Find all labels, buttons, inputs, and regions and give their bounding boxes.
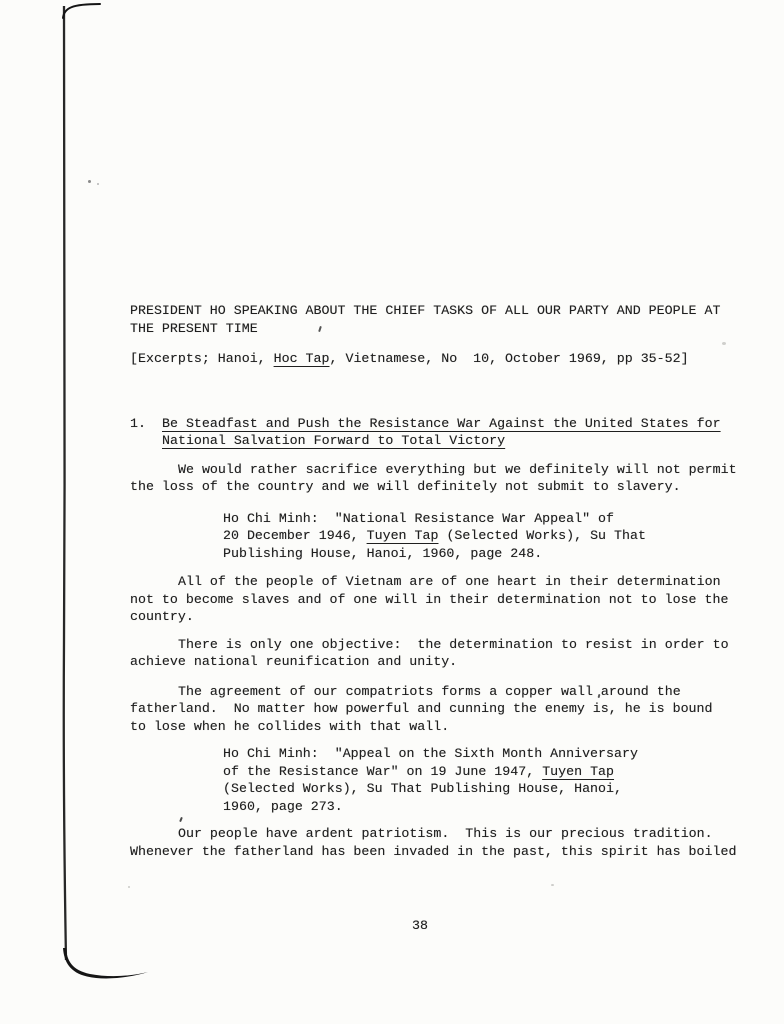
block-quote-citation	[223, 745, 760, 815]
paragraph-line: to lose when he collides with that wall.	[130, 718, 450, 734]
scan-speck	[88, 180, 91, 183]
paragraph	[130, 573, 760, 626]
paragraph	[130, 636, 760, 671]
paragraph-line: Our people have ardent patriotism. This is our precious tradition.	[178, 826, 713, 841]
journal-title-underlined: Hoc Tap	[273, 351, 330, 366]
page-title-line: PRESIDENT HO SPEAKING ABOUT THE CHIEF TASKS OF ALL OUR PARTY AND PEOPLE AT	[130, 303, 721, 318]
block-quote-citation	[223, 510, 760, 563]
paragraph-line: the loss of the country and we will definitely not submit to slavery.	[130, 479, 681, 494]
paragraph-line: not to become slaves and of one will in their determination not to lose the	[130, 591, 729, 607]
journal-title-underlined: Tuyen Tap	[542, 763, 615, 779]
citation-line: Publishing House, Hanoi, 1960, page 248.	[223, 545, 543, 561]
scan-speck	[97, 183, 99, 185]
section-heading-line: Be Steadfast and Push the Resistance War Against the United States for	[162, 415, 721, 431]
page-number: 38	[412, 918, 428, 933]
citation-line: (Selected Works), Su That Publishing House, Hanoi,	[223, 781, 622, 796]
citation-text: (Selected Works), Su That	[438, 528, 646, 543]
citation-text: 20 December 1946,	[223, 528, 367, 543]
section-heading	[130, 415, 760, 450]
journal-title-underlined: Tuyen Tap	[366, 528, 439, 543]
source-citation	[130, 350, 760, 368]
paragraph	[130, 461, 760, 496]
paragraph	[130, 683, 760, 736]
citation-text: of the Resistance War" on 19 June 1947,	[223, 763, 543, 779]
section-number: 1.	[130, 415, 146, 431]
paragraph-line: Whenever the fatherland has been invaded in the past, this spirit has boiled	[130, 843, 737, 859]
paragraph	[130, 825, 760, 860]
citation-line	[223, 763, 760, 781]
citation-line: 1960, page 273.	[223, 798, 343, 814]
paragraph-line: country.	[130, 609, 194, 624]
paragraph-line: fatherland. No matter how powerful and cunning the enemy is, he is bound	[130, 701, 713, 716]
text-column	[130, 302, 760, 935]
paragraph-line: The agreement of our compatriots forms a copper wall around the	[178, 683, 681, 699]
citation-line: Ho Chi Minh: "National Resistance War Appeal" of	[223, 510, 614, 526]
source-post: , Vietnamese, No 10, October 1969, pp 35-52]	[329, 351, 689, 366]
section-heading-line: National Salvation Forward to Total Victory	[162, 433, 506, 448]
paragraph-line: We would rather sacrifice everything but we definitely will not permit	[178, 461, 737, 477]
paragraph-line: All of the people of Vietnam are of one heart in their determination	[178, 574, 721, 589]
source-pre: [Excerpts; Hanoi,	[130, 351, 274, 366]
paragraph-line: There is only one objective: the determination to resist in order to	[178, 636, 729, 652]
page-title-line: THE PRESENT TIME	[130, 320, 258, 336]
citation-line: Ho Chi Minh: "Appeal on the Sixth Month Anniversary	[223, 746, 638, 761]
page-title	[130, 302, 760, 337]
paragraph-line: achieve national reunification and unity.	[130, 654, 458, 669]
citation-line	[223, 527, 760, 545]
